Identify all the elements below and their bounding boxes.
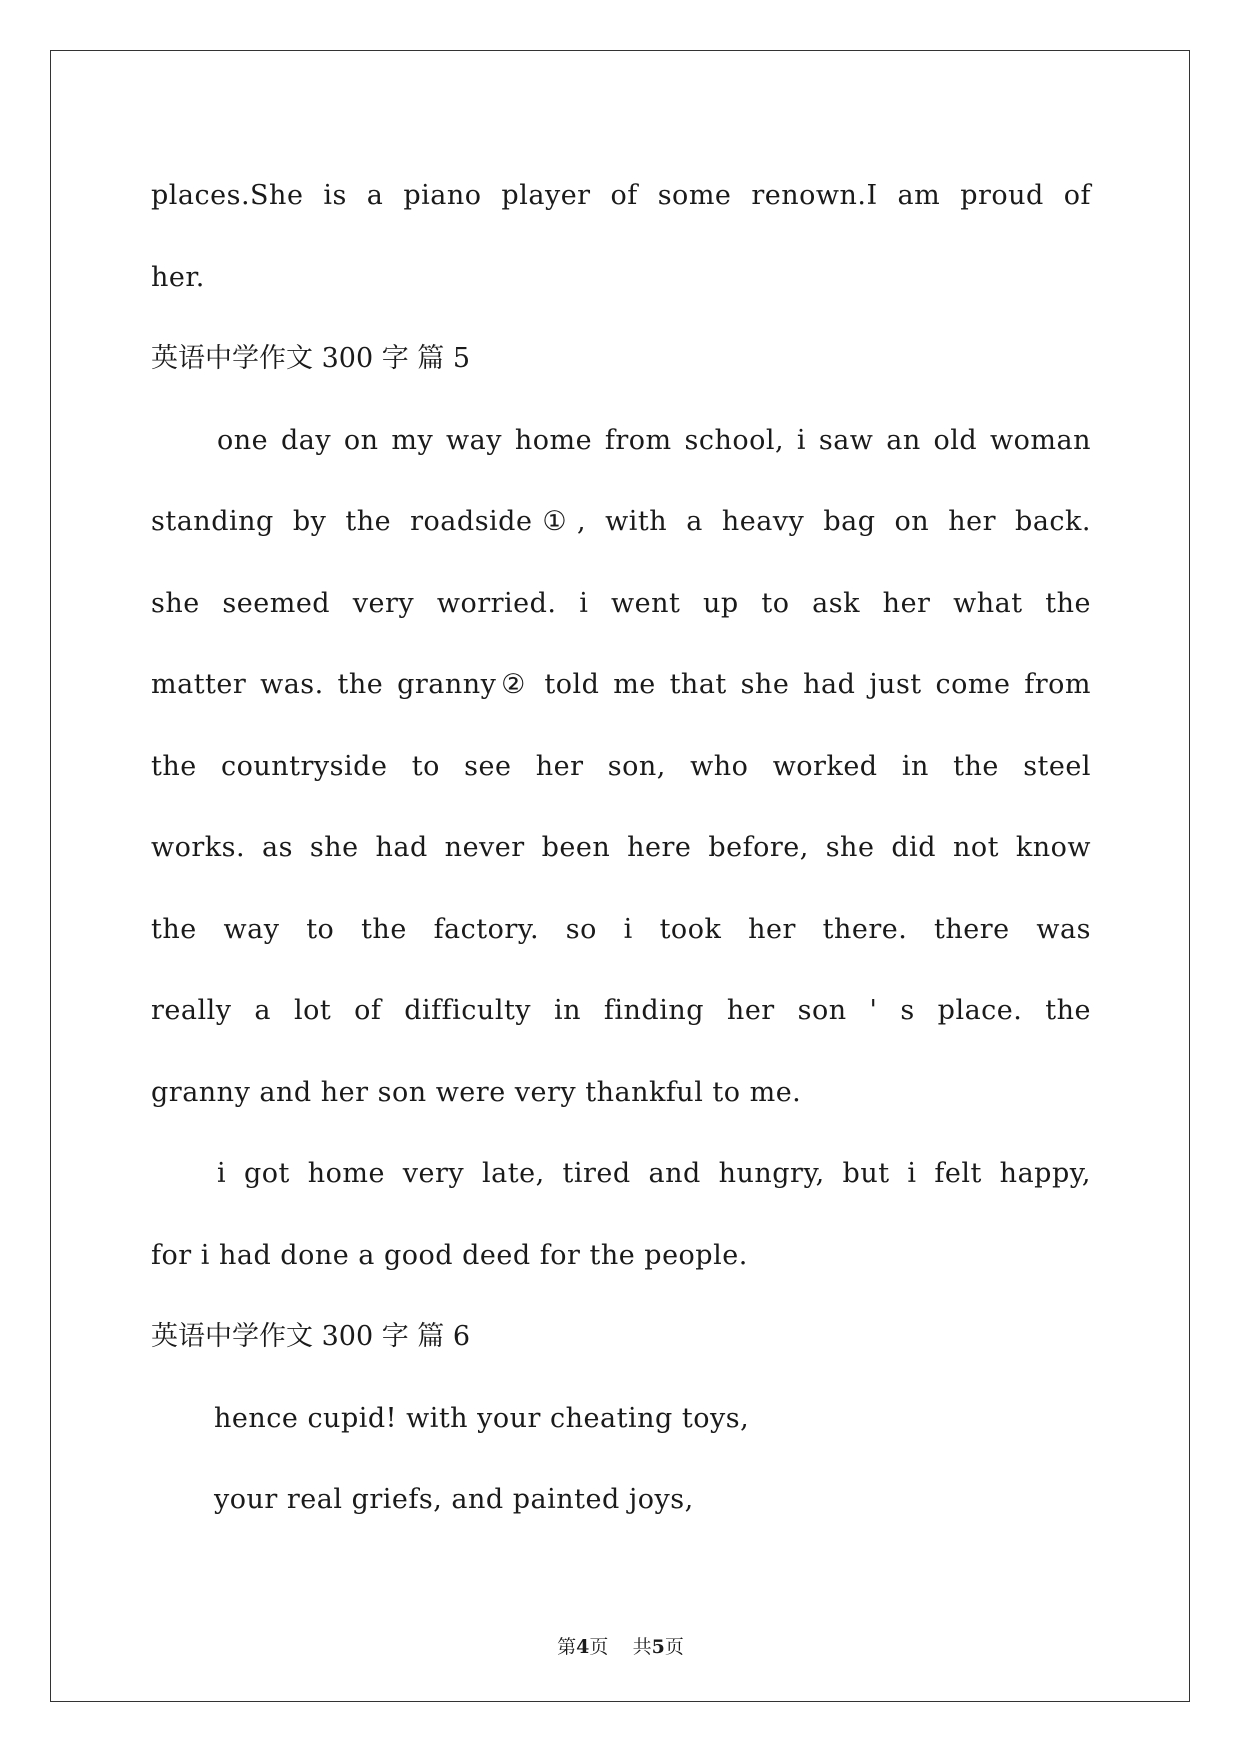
total-pages-number: 5 [651,1636,665,1658]
text-line: places.She is a piano player of some renown.I am proud of [151,180,1091,211]
text-line: the way to the factory. so i took her there. there was [151,913,1091,945]
text-line: standing by the roadside①, with a heavy bag on her back. [151,506,1091,537]
poem-line: hence cupid! with your cheating toys, [214,1402,750,1434]
section-heading: 英语中学作文 300 字 篇 6 [151,1321,471,1352]
footer-prefix: 第 [557,1636,577,1658]
text-line: works. as she had never been here before, she did not know [151,832,1091,863]
footer-mid: 页 共 [589,1636,652,1658]
text-line: the countryside to see her son, who worked in the steel [151,750,1091,782]
text-line: she seemed very worried. i went up to ask her what the [151,587,1091,619]
document-body [151,155,1091,1541]
page-footer [0,1632,1241,1659]
text-line: granny and her son were very thankful to me. [151,1076,802,1108]
text-line: her. [151,261,205,293]
current-page-number: 4 [576,1636,590,1658]
section-heading: 英语中学作文 300 字 篇 5 [151,343,471,374]
text-line: one day on my way home from school, i saw an old woman [217,424,1091,456]
poem-line: your real griefs, and painted joys, [214,1484,694,1515]
text-line: for i had done a good deed for the people. [151,1239,748,1271]
text-line: matter was. the granny② told me that she had just come from [151,669,1091,700]
text-line: really a lot of difficulty in finding her son ' s place. the [151,995,1091,1026]
footer-suffix: 页 [664,1636,684,1658]
text-line: i got home very late, tired and hungry, but i felt happy, [217,1158,1091,1189]
